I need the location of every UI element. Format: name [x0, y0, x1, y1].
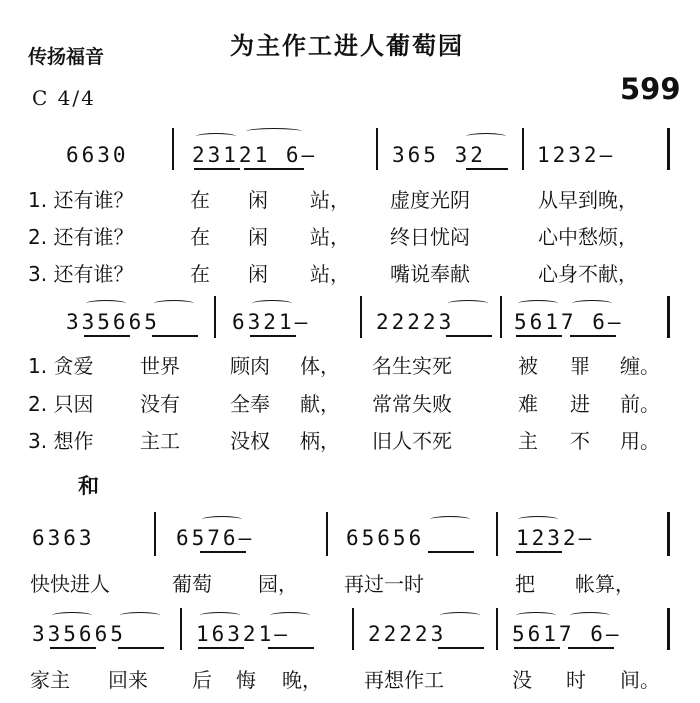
barline	[667, 128, 670, 170]
underline-beam	[516, 335, 562, 337]
lyric-word: 常常失败	[372, 392, 452, 416]
lyric-word: 闲	[248, 262, 268, 286]
lyric-word: 没	[512, 668, 532, 692]
lyric-word: 2. 还有谁？	[28, 225, 134, 249]
lyric-word: 再想作工	[364, 668, 444, 692]
lyric-word: 1. 贪爱	[28, 354, 94, 378]
lyric-word: 前。	[620, 392, 660, 416]
lyric-word: 悔	[236, 668, 256, 692]
barline	[326, 512, 328, 556]
lyric-word: 不	[570, 429, 590, 453]
underline-beam	[194, 168, 240, 170]
line3-measure-4: 1232—	[516, 526, 595, 550]
lyric-word: 站，	[310, 225, 350, 249]
underline-beam	[466, 168, 508, 170]
lyric-word: 把	[515, 572, 535, 596]
underline-beam	[50, 647, 96, 649]
slur-mark	[200, 612, 240, 619]
slur-mark	[518, 300, 558, 307]
line2-measure-4: 5617 6—	[514, 310, 624, 334]
lyric-word: 虚度光阴	[390, 188, 470, 212]
barline	[667, 296, 670, 338]
line4-measure-1: 335665	[32, 622, 126, 646]
barline	[667, 512, 670, 556]
underline-beam	[118, 647, 164, 649]
line3-measure-1: 6363	[32, 526, 95, 550]
underline-beam	[244, 168, 304, 170]
lyric-word: 体，	[300, 354, 340, 378]
slur-mark	[518, 516, 558, 523]
lyric-word: 闲	[248, 188, 268, 212]
lyric-word: 顾肉	[230, 354, 270, 378]
barline	[500, 296, 502, 338]
hymn-category: 传扬福音	[28, 46, 105, 68]
lyric-word: 时	[566, 668, 586, 692]
underline-beam	[516, 551, 562, 553]
barline	[376, 128, 378, 170]
underline-beam	[250, 335, 296, 337]
lyric-word: 柄，	[300, 429, 340, 453]
lyric-word: 终日忧闷	[390, 225, 470, 249]
slur-mark	[252, 300, 292, 307]
underline-beam	[438, 647, 484, 649]
slur-mark	[466, 133, 506, 140]
lyric-word: 没有	[140, 392, 180, 416]
slur-mark	[430, 516, 470, 523]
lyric-word: 从早到晚，	[538, 188, 638, 212]
line4-measure-4: 5617 6—	[512, 622, 622, 646]
lyric-word: 主工	[140, 429, 180, 453]
lyric-word: 1. 还有谁？	[28, 188, 134, 212]
lyric-word: 晚，	[282, 668, 322, 692]
barline	[496, 608, 498, 650]
barline	[496, 512, 498, 556]
underline-beam	[198, 647, 244, 649]
lyric-word: 旧人不死	[372, 429, 452, 453]
lyric-word: 再过一时	[344, 572, 424, 596]
lyric-word: 2. 只因	[28, 392, 94, 416]
lyric-word: 没权	[230, 429, 270, 453]
lyric-word: 间。	[620, 668, 660, 692]
hymn-title: 为主作工进人葡萄园	[230, 32, 464, 60]
barline	[214, 296, 216, 338]
lyric-word: 快快进人	[30, 572, 110, 596]
underline-beam	[268, 647, 314, 649]
lyric-word: 家主	[30, 668, 70, 692]
line1-measure-3: 365 32	[392, 143, 486, 167]
slur-mark	[196, 133, 236, 140]
lyric-word: 在	[190, 225, 210, 249]
slur-mark	[154, 300, 194, 307]
lyric-word: 献，	[300, 392, 340, 416]
slur-mark	[440, 612, 480, 619]
line2-measure-3: 22223	[376, 310, 455, 334]
lyric-word: 心身不献，	[538, 262, 638, 286]
lyric-word: 进	[570, 392, 590, 416]
underline-beam	[514, 647, 560, 649]
underline-beam	[84, 335, 130, 337]
barline	[360, 296, 362, 338]
lyric-word: 园，	[258, 572, 298, 596]
lyric-word: 缠。	[620, 354, 660, 378]
slur-mark	[202, 516, 242, 523]
lyric-word: 帐算，	[575, 572, 635, 596]
underline-beam	[428, 551, 474, 553]
barline	[352, 608, 354, 650]
slur-mark	[246, 128, 302, 135]
slur-mark	[86, 300, 126, 307]
underline-beam	[200, 551, 246, 553]
underline-beam	[446, 335, 492, 337]
lyric-word: 在	[190, 188, 210, 212]
lyric-word: 世界	[140, 354, 180, 378]
barline	[154, 512, 156, 556]
slur-mark	[516, 612, 556, 619]
slur-mark	[270, 612, 310, 619]
line3-measure-3: 65656	[346, 526, 425, 550]
line1-measure-1: 6630	[66, 143, 129, 167]
lyric-word: 站，	[310, 262, 350, 286]
line2-measure-2: 6321—	[232, 310, 311, 334]
lyric-word: 难	[518, 392, 538, 416]
slur-mark	[52, 612, 92, 619]
barline	[522, 128, 524, 170]
lyric-word: 用。	[620, 429, 660, 453]
line1-measure-2: 23121 6—	[192, 143, 318, 167]
lyric-word: 3. 想作	[28, 429, 94, 453]
lyric-word: 嘴说奉献	[390, 262, 470, 286]
barline	[180, 608, 182, 650]
lyric-word: 后	[192, 668, 212, 692]
line2-measure-1: 335665	[66, 310, 160, 334]
lyric-word: 全奉	[230, 392, 270, 416]
lyric-word: 被	[518, 354, 538, 378]
slur-mark	[448, 300, 488, 307]
slur-mark	[570, 612, 610, 619]
lyric-word: 回来	[108, 668, 148, 692]
key-time-signature: C 4/4	[32, 86, 96, 110]
lyric-word: 在	[190, 262, 210, 286]
lyric-word: 站，	[310, 188, 350, 212]
line4-measure-3: 22223	[368, 622, 447, 646]
barline	[172, 128, 174, 170]
chorus-label: 和	[78, 474, 99, 498]
lyric-word: 罪	[570, 354, 590, 378]
hymn-number: 599	[620, 72, 681, 106]
barline	[667, 608, 670, 650]
line3-measure-2: 6576—	[176, 526, 255, 550]
lyric-word: 闲	[248, 225, 268, 249]
slur-mark	[120, 612, 160, 619]
lyric-word: 名生实死	[372, 354, 452, 378]
underline-beam	[570, 335, 616, 337]
underline-beam	[152, 335, 198, 337]
line4-measure-2: 16321—	[196, 622, 290, 646]
slur-mark	[572, 300, 612, 307]
lyric-word: 主	[518, 429, 538, 453]
lyric-word: 3. 还有谁？	[28, 262, 134, 286]
lyric-word: 心中愁烦，	[538, 225, 638, 249]
underline-beam	[568, 647, 614, 649]
line1-measure-4: 1232—	[537, 143, 616, 167]
lyric-word: 葡萄	[172, 572, 212, 596]
